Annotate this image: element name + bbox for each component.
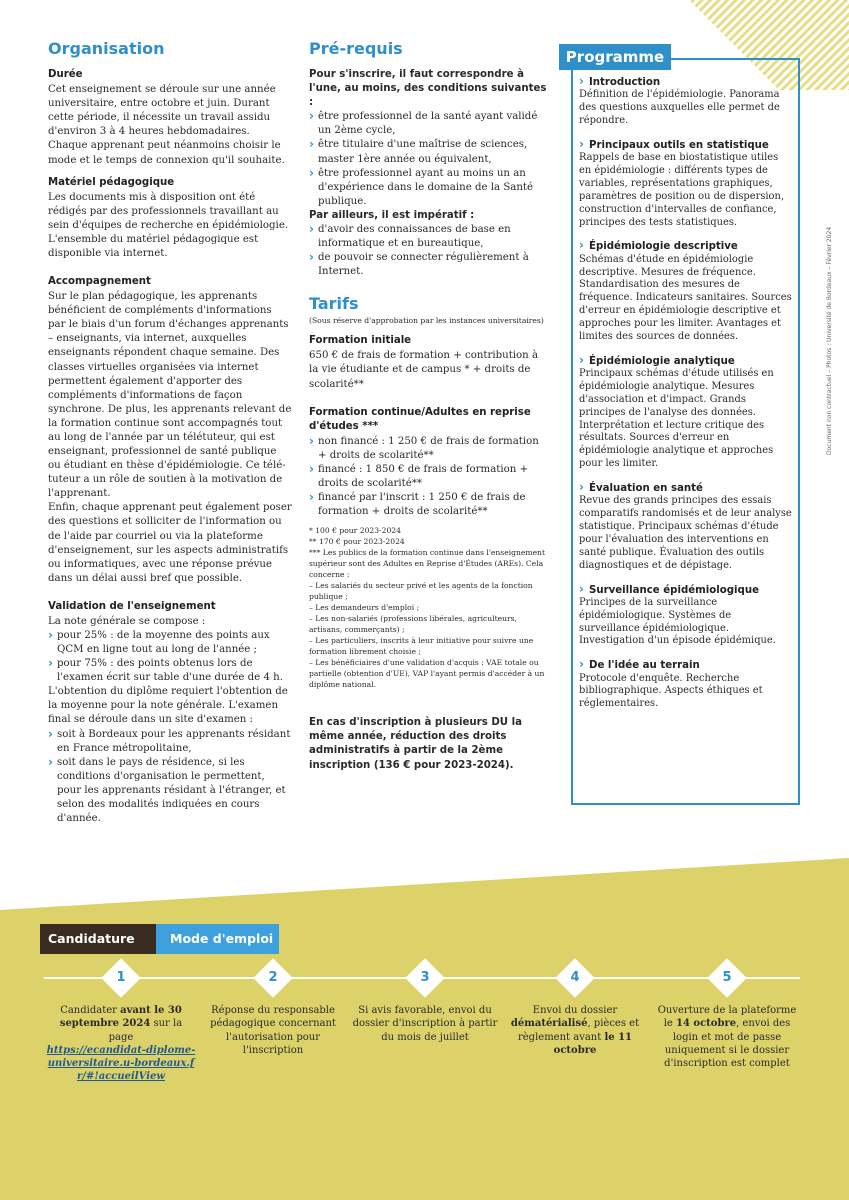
list-item: › financé : 1 850 € de frais de formation + droits de scolarité**: [309, 463, 549, 491]
prerequis-list: [309, 110, 549, 209]
programme-section-title: › De l'idée au terrain: [579, 659, 793, 672]
note: – Les bénéficiaires d'une validation d'acquis : VAE totale ou partielle (obtention d'UE), VAP l'ayant permis d'accéder à un diplôme national.: [309, 658, 545, 690]
programme-section-text: Schémas d'étude en épidémiologie descriptive. Mesures de fréquence. Standardisation des mesures de fréquence. Indicateurs sanitaires. Sources d'erreur en épidémiologie descriptive et approches pour les limiter. Avantages et limites des sources de données.: [579, 253, 792, 342]
list-item: › non financé : 1 250 € de frais de formation + droits de scolarité**: [309, 435, 549, 463]
step-text-part: sur la page: [108, 1018, 183, 1043]
step-text-bold: avant le 30 septembre 2024: [59, 1005, 182, 1030]
materiel-title: Matériel pédagogique: [48, 176, 175, 188]
materiel-text: Les documents mis à disposition ont été rédigés par des professionnels travaillant au sein d'équipes de recherche en épidémiologie. L'ensemble du matériel pédagogique est disponible via internet.: [48, 191, 289, 260]
programme-section-title: › Principaux outils en statistique: [579, 139, 793, 152]
list-item: › d'avoir des connaissances de base en informatique et en bureautique,: [309, 223, 549, 251]
formation-initiale-text: 650 € de frais de formation + contribution à la vie étudiante et de campus * + droits de scolarité**: [309, 350, 539, 390]
step-text-part: , pièces et règlement avant: [517, 1018, 640, 1043]
duree-text: Cet enseignement se déroule sur une année universitaire, entre octobre et juin. Durant cette période, il nécessite un travail assidu d'environ 3 à 4 heures hebdomadaires. Chaque apprenant peut néanmoins choisir le mode et le temps de connexion qu'il souhaite.: [48, 84, 285, 166]
step-text-bold: le 11 octobre: [553, 1031, 633, 1056]
programme-content: [579, 76, 793, 711]
note: * 100 € pour 2023-2024: [309, 526, 401, 536]
formation-continue-list: [309, 435, 549, 519]
step-text-bold: dématérialisé: [510, 1018, 588, 1030]
accompagnement-text-2: Enfin, chaque apprenant peut également poser des questions et solliciter de l'information ou de l'aide par courriel ou via la plateforme d'enseignement, sur les aspects administratifs ou informatiques, avec une réponse prévue dans un délai aussi bref que possible.: [48, 502, 292, 584]
step-text: Réponse du responsable pédagogique concernant l'autorisation pour l'inscription: [210, 1005, 336, 1056]
validation-intro: La note générale se compose :: [48, 615, 206, 627]
validation-title: Validation de l'enseignement: [48, 600, 216, 612]
programme-section-text: Revue des grands principes des essais comparatifs randomisés et de leur analyse statistique. Principaux schémas d'étude pour l'évaluation des interventions en santé publique. Évaluation des outils diagnostiques et de dépistage.: [579, 495, 792, 571]
note: – Les non-salariés (professions libérales, agriculteurs, artisans, commerçants) ;: [309, 614, 517, 635]
step-number: 3: [420, 970, 430, 985]
programme-section-text: Définition de l'épidémiologie. Panorama des questions auxquelles elle permet de répondre.: [579, 89, 780, 126]
note: ** 170 € pour 2023-2024: [309, 537, 405, 547]
step-text: [500, 1004, 650, 1057]
step-number: 1: [116, 970, 126, 985]
list-item: › être professionnel ayant au moins un an d'expérience dans le domaine de la Santé publique.: [309, 167, 549, 209]
validation-text: L'obtention du diplôme requiert l'obtention de la moyenne pour la note générale. L'examen final se déroule dans un site d'examen :: [48, 686, 288, 726]
list-item: › soit dans le pays de résidence, si les conditions d'organisation le permettent, pour les apprenants résidant à l'étranger, et selon des modalités indiquées en cours d'année.: [48, 756, 292, 826]
mode-emploi-tab: Mode d'emploi: [156, 924, 279, 954]
programme-section-text: Principaux schémas d'étude utilisés en épidémiologie analytique. Mesures d'association et d'impact. Grands principes de l'analyse des données. Interprétation et lecture critique des résultats. Sources d'erreur en épidémiologie analytique et approches pour les limiter.: [579, 368, 774, 470]
step-text-part: Ouverture de la plateforme le: [657, 1005, 797, 1030]
programme-section-title: › Introduction: [579, 76, 793, 89]
step-number: 5: [722, 970, 732, 985]
step-text: Si avis favorable, envoi du dossier d'inscription à partir du mois de juillet: [352, 1005, 498, 1043]
programme-section-title: › Épidémiologie descriptive: [579, 240, 793, 253]
duree-title: Durée: [48, 69, 83, 81]
programme-section-text: Principes de la surveillance épidémiologique. Systèmes de surveillance épidémiologique. Investigation d'un épisode épidémique.: [579, 596, 776, 647]
list-item: › pour 75% : des points obtenus lors de l'examen écrit sur table d'une durée de 4 h.: [48, 657, 292, 685]
step-text: [46, 1004, 196, 1084]
list-item: › financé par l'inscrit : 1 250 € de frais de formation + droits de scolarité**: [309, 491, 549, 519]
list-item: › être professionnel de la santé ayant validé un 2ème cycle,: [309, 110, 549, 138]
programme-section-text: Protocole d'enquête. Recherche bibliographique. Aspects éthiques et réglementaires.: [579, 672, 763, 710]
imperatif-list: [309, 223, 549, 279]
note: – Les demandeurs d'emploi ;: [309, 603, 420, 613]
note: *** Les publics de la formation continue dans l'enseignement supérieur sont des Adultes en Reprise d'Études (AREs). Cela concerne :: [309, 548, 545, 580]
organisation-column: [48, 38, 292, 826]
list-item: › de pouvoir se connecter régulièrement à Internet.: [309, 251, 549, 279]
prerequis-title: Pré-requis: [309, 39, 403, 58]
step-text-part: Envoi du dossier: [532, 1005, 618, 1016]
programme-section-title: › Surveillance épidémiologique: [579, 584, 793, 597]
step-text-part: , envoi des login et mot de passe uniquement si le dossier d'inscription est complet: [664, 1018, 791, 1070]
programme-title: Programme: [559, 44, 671, 70]
programme-section-title: › Évaluation en santé: [579, 482, 793, 495]
prerequis-intro: Pour s'inscrire, il faut correspondre à l'une, au moins, des conditions suivantes :: [309, 69, 547, 109]
reduction-text: En cas d'inscription à plusieurs DU la même année, réduction des droits administratifs à partir de la 2ème inscription (136 € pour 2023-2024).: [309, 717, 522, 771]
step-text-part: Candidater: [60, 1005, 121, 1016]
programme-section-text: Rappels de base en biostatistique utiles en épidémiologie : différents types de variables, représentations graphiques, paramètres de position ou de dispersion, construction d'intervalles de confiance, principes des tests statistiques.: [579, 152, 784, 228]
list-item: › soit à Bordeaux pour les apprenants résidant en France métropolitaine,: [48, 728, 292, 756]
step-number: 2: [268, 970, 278, 985]
note: – Les particuliers, inscrits à leur initiative pour suivre une formation librement choisie ;: [309, 636, 534, 657]
note: – Les salariés du secteur privé et les agents de la fonction publique ;: [309, 581, 533, 602]
step-text-bold: 14 octobre: [676, 1018, 737, 1030]
step-text: [652, 1004, 802, 1070]
prerequis-column: [309, 38, 549, 773]
examen-list: [48, 728, 292, 827]
tarifs-notes: [309, 525, 549, 690]
step-number: 4: [570, 970, 580, 985]
formation-continue-title: Formation continue/Adultes en reprise d'études ***: [309, 406, 531, 432]
organisation-title: Organisation: [48, 39, 165, 58]
tarifs-subtitle: (Sous réserve d'approbation par les instances universitaires): [309, 316, 544, 326]
accompagnement-text: Sur le plan pédagogique, les apprenants bénéficient de compléments d'informations par le biais d'un forum d'échanges apprenants – enseignants, via internet, auxquelles enseignants répondent chaque semaine. Des classes virtuelles organisées via internet permettent également d'apporter des compléments d'informations de façon synchrone. De plus, les apprenants relevant de la formation continue sont accompagnés tout au long de l'année par un télétuteur, qui est enseignant, professionnel de santé publique ou étudiant en thèse d'épidémiologie. Ce télé-tuteur a un rôle de soutien à la motivation de l'apprenant.: [48, 291, 292, 500]
side-note: Document non contractuel – Photos : Université de Bordeaux – Février 2024: [826, 226, 833, 455]
validation-list: [48, 629, 292, 685]
ecandidat-link[interactable]: https://ecandidat-diplome-universitaire.u-bordeaux.fr/#!accueilView: [46, 1044, 196, 1083]
imperatif-title: Par ailleurs, il est impératif :: [309, 209, 475, 221]
list-item: › pour 25% : de la moyenne des points aux QCM en ligne tout au long de l'année ;: [48, 629, 292, 657]
candidature-tab: Candidature: [40, 924, 165, 954]
formation-initiale-title: Formation initiale: [309, 335, 412, 347]
list-item: › être titulaire d'une maîtrise de sciences, master 1ère année ou équivalent,: [309, 138, 549, 166]
programme-section-title: › Épidémiologie analytique: [579, 355, 793, 368]
accompagnement-title: Accompagnement: [48, 276, 151, 288]
tarifs-title: Tarifs: [309, 294, 359, 314]
